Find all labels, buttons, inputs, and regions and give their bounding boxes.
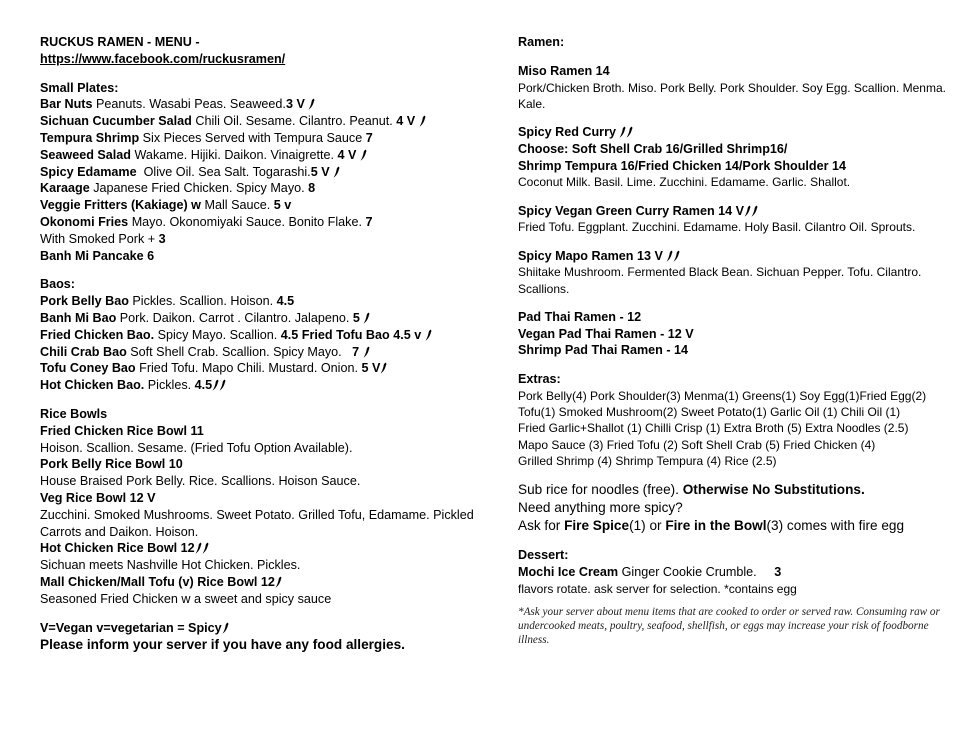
extras-line: Mapo Sauce (3) Fried Tofu (2) Soft Shell Crab (5) Fried Chicken (4) [518,437,876,452]
chili-pepper-icon [333,166,340,178]
chili-pepper-icon [626,126,633,138]
menu-item [40,344,485,361]
menu-item [40,377,485,394]
menu-item [40,574,485,591]
food-safety-disclaimer: *Ask your server about menu items that are cooked to order or served raw. Consuming raw or undercooked meats, poultry, seafood, shellfish, or eggs may increase your risk of foodborne illness. [518,605,940,646]
chili-pepper-icon [380,362,387,374]
item-name: Okonomi Fries [40,214,129,229]
legend-text: V=Vegan v=vegetarian = Spicy [40,620,222,635]
item-desc: Japanese Fried Chicken. Spicy Mayo. [93,181,305,196]
item-price: 4 V [337,147,357,162]
item-desc: Seasoned Fried Chicken w a sweet and spicy sauce [40,591,332,606]
item-price: 4 V [396,114,416,129]
banh-mi-pancake: Banh Mi Pancake 6 [40,248,155,263]
menu-item [40,327,485,344]
item-name: Tofu Coney Bao [40,361,136,376]
chili-pepper-icon [202,542,209,554]
item-desc: Chili Oil. Sesame. Cilantro. Peanut. [195,114,393,129]
item-desc: Mall Sauce. [204,198,271,213]
chili-pepper-icon [619,126,626,138]
item-price: 5 V [310,164,330,179]
item-desc: Six Pieces Served with Tempura Sauce [142,130,363,145]
ask-for: Ask for [518,518,565,533]
menu-item [40,231,485,248]
item-price: 3 [774,564,782,579]
menu-item [518,203,958,220]
menu-item [40,540,485,557]
item-name: Sichuan Cucumber Salad [40,114,192,129]
item-name: Seaweed Salad [40,147,132,162]
item-desc: Wakame. Hijiki. Daikon. Vinaigrette. [134,147,334,162]
menu-title: RUCKUS RAMEN - MENU - [40,35,200,49]
fire-bowl-amt: (3) comes with fire egg [766,518,905,533]
smoked-pork-text: With Smoked Pork + [40,231,159,246]
item-name: Hot Chicken Bao. [40,378,145,393]
chili-pepper-icon [195,542,202,554]
menu-item [40,197,485,214]
item-desc: Sichuan meets Nashville Hot Chicken. Pickles. [40,558,301,573]
item-desc: Pickles. Scallion. Hoison. [132,294,274,309]
menu-item [40,360,485,377]
item-name: Fried Chicken Rice Bowl 11 [40,423,204,438]
chili-pepper-icon [751,205,758,217]
item-desc: Mayo. Okonomiyaki Sauce. Bonito Flake. [131,214,362,229]
item-desc: Coconut Milk. Basil. Lime. Zucchini. Edamame. Garlic. Shallot. [518,175,851,190]
item-name: Banh Mi Bao [40,310,117,325]
legend [40,620,485,637]
chili-pepper-icon [360,149,367,161]
item-price: 8 [308,181,316,196]
item-price: 5 v [273,198,292,213]
fire-bowl: Fire in the Bowl [665,518,767,533]
smoked-pork-price: 3 [158,231,166,246]
fire-spice-note [518,517,958,535]
menu-item [40,113,485,130]
extras-line: Fried Garlic+Shallot (1) Chilli Crisp (1) Extra Broth (5) Extra Noodles (2.5) [518,421,909,436]
extras-line: Pork Belly(4) Pork Shoulder(3) Menma(1) Greens(1) Soy Egg(1)Fried Egg(2) [518,388,927,403]
item-name: Pork Belly Bao [40,294,129,309]
item-desc: Olive Oil. Sea Salt. Togarashi. [143,164,311,179]
item-price: 3 V [285,97,305,112]
item-price: 7 [365,130,373,145]
item-name: Miso Ramen 14 [518,63,610,78]
item-options: Shrimp Tempura 16/Fried Chicken 14/Pork Shoulder 14 [518,158,847,173]
item-desc: Fried Tofu. Mapo Chili. Mustard. Onion. [139,361,358,376]
item-name: Fried Chicken Bao. [40,327,155,342]
sub-bold: Otherwise No Substitutions. [682,482,865,497]
item-desc: Zucchini. Smoked Mushrooms. Sweet Potato. Grilled Tofu, Edamame. Pickled Carrots and Daikon. Hoison. [40,507,474,539]
menu-item [40,164,485,181]
allergy-notice: Please inform your server if you have any food allergies. [40,637,405,653]
item-desc: Soft Shell Crab. Scallion. Spicy Mayo. [130,344,342,359]
item-name: Chili Crab Bao [40,344,127,359]
menu-item [40,180,485,197]
sub-text: Sub rice for noodles (free). [518,482,683,497]
item-name: Bar Nuts [40,97,93,112]
item-price: 5 [352,310,360,325]
item-desc: Pork/Chicken Broth. Miso. Pork Belly. Pork Shoulder. Soy Egg. Scallion. Menma. Kale. [518,80,946,111]
item-price: 5 V [361,361,381,376]
chili-pepper-icon [673,250,680,262]
item-name: Veg Rice Bowl 12 V [40,490,156,505]
fire-spice-amt: (1) or [629,518,666,533]
chili-pepper-icon [363,346,370,358]
item-name: Pad Thai Ramen - 12 [518,309,642,324]
menu-item [40,147,485,164]
fire-spice: Fire Spice [564,518,630,533]
item-name: Vegan Pad Thai Ramen - 12 V [518,326,694,341]
menu-item [518,248,958,265]
small-plates-heading: Small Plates: [40,80,119,95]
item-name: Spicy Mapo Ramen 13 V [518,248,663,263]
extras-line: Grilled Shrimp (4) Shrimp Tempura (4) Rice (2.5) [518,453,777,468]
item-name: Pork Belly Rice Bowl 10 [40,457,183,472]
item-price: 7 [352,344,360,359]
left-column [40,34,485,654]
item-name: Veggie Fritters (Kakiage) w [40,198,201,213]
item-desc: Fried Tofu. Eggplant. Zucchini. Edamame. Holy Basil. Cilantro Oil. Sprouts. [518,220,916,235]
extras-line: Tofu(1) Smoked Mushroom(2) Sweet Potato(1) Garlic Oil (1) Chili Oil (1) [518,405,901,420]
item-name: Tempura Shrimp [40,130,140,145]
chili-pepper-icon [425,329,432,341]
item-desc: Ginger Cookie Crumble. [621,564,757,579]
item-desc: Pork. Daikon. Carrot . Cilantro. Jalapeno. [119,310,350,325]
item-price: 4.5 Fried Tofu Bao 4.5 v [280,327,422,342]
extras-heading: Extras: [518,372,561,387]
chili-pepper-icon [212,379,219,391]
menu-item [40,214,485,231]
item-name: Shrimp Pad Thai Ramen - 14 [518,343,689,358]
chili-pepper-icon [363,312,370,324]
item-name: Spicy Vegan Green Curry Ramen 14 V [518,203,745,218]
item-name: Mochi Ice Cream [518,564,619,579]
chili-pepper-icon [744,205,751,217]
item-desc: Hoison. Scallion. Sesame. (Fried Tofu Option Available). [40,440,353,455]
baos-heading: Baos: [40,277,75,292]
menu-item [40,96,485,113]
menu-item [40,130,485,147]
item-desc: flavors rotate. ask server for selection. *contains egg [518,581,797,596]
chili-pepper-icon [419,115,426,127]
chili-pepper-icon [308,98,315,110]
ramen-heading: Ramen: [518,35,565,49]
chili-pepper-icon [219,379,226,391]
item-desc: Shiitake Mushroom. Fermented Black Bean. Sichuan Pepper. Tofu. Cilantro. Scallions. [518,265,922,296]
right-column [518,34,958,647]
dessert-heading: Dessert: [518,548,569,562]
item-price: 4.5 [194,378,213,393]
menu-item [518,564,958,581]
spicy-question: Need anything more spicy? [518,500,683,515]
item-desc: Spicy Mayo. Scallion. [157,327,278,342]
menu-item [40,310,485,327]
item-options: Choose: Soft Shell Crab 16/Grilled Shrimp16/ [518,141,788,156]
chili-pepper-icon [222,622,229,634]
item-name: Karaage [40,181,90,196]
substitution-note [518,481,958,499]
facebook-link[interactable]: https://www.facebook.com/ruckusramen/ [40,51,286,66]
menu-item [40,293,485,310]
item-price: 7 [365,214,373,229]
item-name: Spicy Edamame [40,164,137,179]
item-name: Hot Chicken Rice Bowl 12 [40,541,195,556]
chili-pepper-icon [275,576,282,588]
chili-pepper-icon [666,250,673,262]
rice-bowls-heading: Rice Bowls [40,406,108,421]
item-desc: Peanuts. Wasabi Peas. Seaweed. [95,97,286,112]
item-desc: House Braised Pork Belly. Rice. Scallions. Hoison Sauce. [40,474,361,489]
item-name: Mall Chicken/Mall Tofu (v) Rice Bowl 12 [40,574,275,589]
item-price: 4.5 [276,294,295,309]
item-name: Spicy Red Curry [518,125,616,139]
item-desc: Pickles. [147,378,192,393]
menu-item [518,124,958,141]
